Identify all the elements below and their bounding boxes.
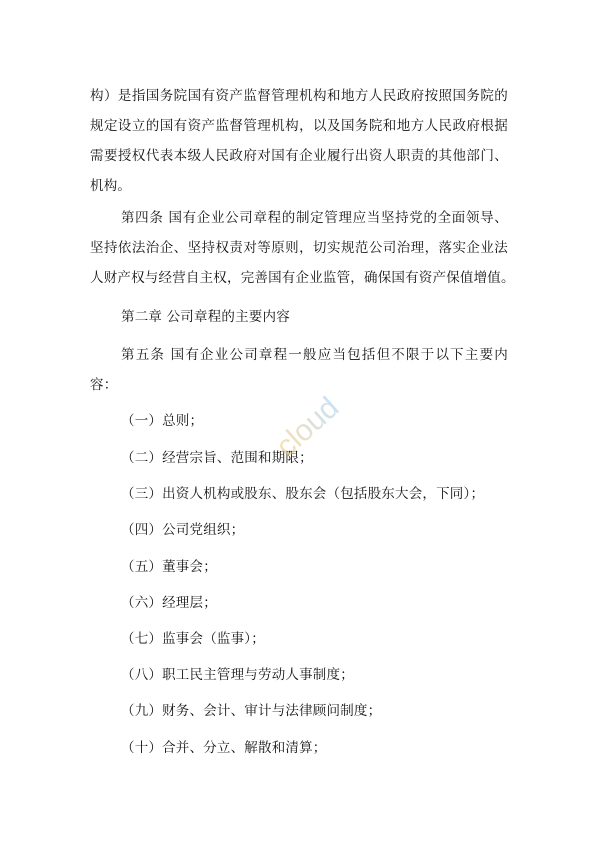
article5-line-1: 第五条 国有企业公司章程一般应当包括但不限于以下主要内 bbox=[121, 347, 508, 363]
list-item-3: （三）出资人机构或股东、股东会（包括股东大会，下同）； bbox=[121, 486, 485, 502]
list-item-5: （五）董事会； bbox=[121, 559, 217, 575]
article4-line-3: 人财产权与经营自主权，完善国有企业监管，确保国有资产保值增值。 bbox=[90, 270, 515, 286]
chapter-heading: 第二章 公司章程的主要内容 bbox=[121, 309, 290, 325]
article4-line-1: 第四条 国有企业公司章程的制定管理应当坚持党的全面领导、 bbox=[121, 210, 508, 226]
intro-line-3: 需要授权代表本级人民政府对国有企业履行出资人职责的其他部门、 bbox=[90, 148, 508, 164]
list-item-1: （一）总则； bbox=[121, 413, 204, 429]
list-item-2: （二）经营宗旨、范围和期限； bbox=[121, 450, 313, 466]
list-item-4: （四）公司党组织； bbox=[121, 522, 245, 538]
list-item-6: （六）经理层； bbox=[121, 595, 217, 611]
list-item-10: （十）合并、分立、解散和清算； bbox=[121, 740, 327, 756]
article5-line-2: 容： bbox=[90, 377, 118, 393]
list-item-7: （七）监事会（监事）； bbox=[121, 631, 265, 647]
intro-line-2: 规定设立的国有资产监督管理机构，以及国务院和地方人民政府根据 bbox=[90, 118, 508, 134]
list-item-8: （八）职工民主管理与劳动人事制度； bbox=[121, 667, 354, 683]
intro-line-1: 构）是指国务院国有资产监督管理机构和地方人民政府按照国务院的 bbox=[90, 88, 508, 104]
watermark-text: cloud bbox=[269, 390, 346, 464]
article4-line-2: 坚持依法治企、坚持权责对等原则，切实规范公司治理，落实企业法 bbox=[90, 240, 508, 256]
list-item-9: （九）财务、会计、审计与法律顾问制度； bbox=[121, 703, 382, 719]
intro-line-4: 机构。 bbox=[90, 178, 132, 194]
